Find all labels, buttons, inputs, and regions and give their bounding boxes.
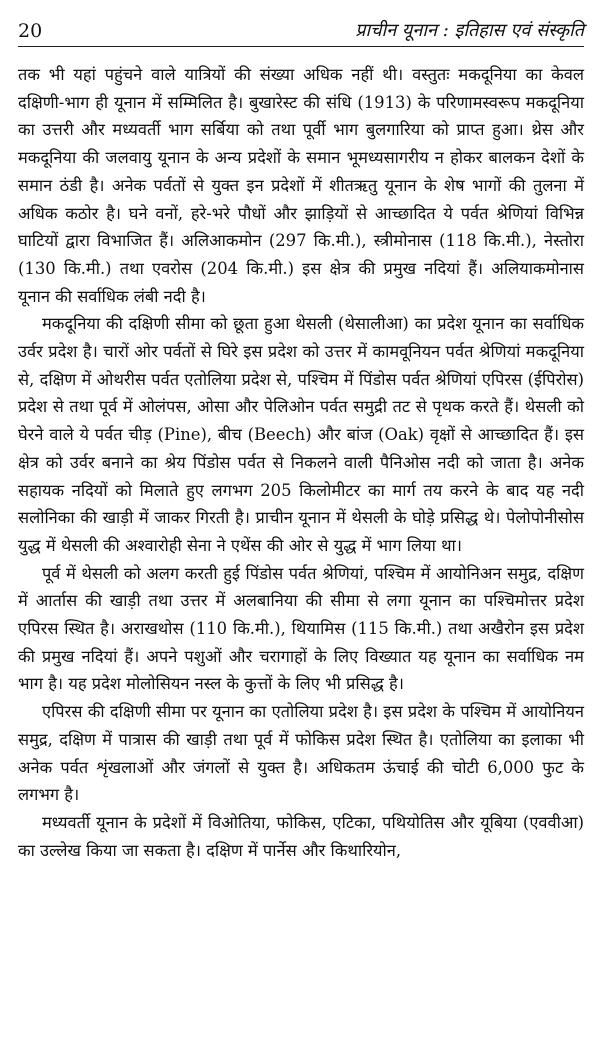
paragraph: मध्यवर्ती यूनान के प्रदेशों में विओतिया, फोकिस, एटिका, पथियोतिस और यूबिया (एववीआ) का उल्लेख किया जा सकता है। दक्षिण में पार्नेस और किथारियोन, (18, 812, 584, 860)
paragraph: तक भी यहां पहुंचने वाले यात्रियों की संख्या अधिक नहीं थी। वस्तुतः मकदूनिया का केवल दक्षिणी-भाग ही यूनान में सम्मिलित है। बुखारेस्ट की संधि (1913) के परिणामस्वरूप मकदूनिया का उत्तरी और मध्यवर्ती भाग सर्बिया को तथा पूर्वी भाग बुलगारिया को प्राप्त हुआ। थ्रेस और मकदूनिया की जलवायु यूनान के अन्य प्रदेशों के समान भूमध्यसागरीय न होकर बालकन देशों के समान ठंडी है। अनेक पर्वतों से युक्त इन प्रदेशों में शीतऋतु यूनान के शेष भागों की तुलना में अधिक कठोर है। घने वनों, हरे-भरे पौधों और झाड़ियों से आच्छादित ये पर्वत श्रेणियां विभिन्न घाटियों द्वारा विभाजित हैं। अलिआकमोन (297 कि.मी.), स्त्रीमोनास (118 कि.मी.), नेस्तोरा (130 कि.मी.) तथा एवरोस (204 कि.मी.) इस क्षेत्र की प्रमुख नदियां हैं। अलियाकमोनास यूनान की सर्वाधिक लंबी नदी है। (18, 65, 584, 306)
paragraph: पूर्व में थेसली को अलग करती हुई पिंडोस पर्वत श्रेणियां, पश्चिम में आयोनिअन समुद्र, दक्षिण में आर्तास की खाड़ी तथा उत्तर में अलबानिया की सीमा से लगा यूनान का पश्चिमोत्तर प्रदेश एपिरस स्थित है। अराखथोस (110 कि.मी.), थियामिस (115 कि.मी.) तथा अखैरोन इस प्रदेश की प्रमुख नदियां हैं। अपने पशुओं और चरागाहों के लिए विख्यात यह यूनान का सर्वाधिक नम भाग है। यह प्रदेश मोलोसियन नस्ल के कुत्तों के लिए भी प्रसिद्ध है। (18, 563, 584, 694)
page-number: 20 (18, 20, 43, 42)
running-title: प्राचीन यूनान : इतिहास एवं संस्कृति (355, 20, 584, 41)
book-page (18, 8, 584, 864)
body-text (18, 61, 584, 864)
paragraph: एपिरस की दक्षिणी सीमा पर यूनान का एतोलिया प्रदेश है। इस प्रदेश के पश्चिम में आयोनियन समुद्र, दक्षिण में पात्रास की खाड़ी तथा पूर्व में फोकिस प्रदेश स्थित है। एतोलिया का इलाका भी अनेक पर्वत शृंखलाओं और जंगलों से युक्त है। अधिकतम ऊंचाई की चोटी 6,000 फुट के लगभग है। (18, 702, 584, 805)
page-header (18, 8, 584, 47)
paragraph: मकदूनिया की दक्षिणी सीमा को छूता हुआ थेसली (थेसालीआ) का प्रदेश यूनान का सर्वाधिक उर्वर प्रदेश है। चारों ओर पर्वतों से घिरे इस प्रदेश को उत्तर में कामवूनियन पर्वत श्रेणियां मकदूनिया से, दक्षिण में ओथरीस पर्वत एतोलिया प्रदेश से, पश्चिम में पिंडोस पर्वत श्रेणियां एपिरस (ईपिरोस) प्रदेश से तथा पूर्व में ओलंपस, ओसा और पेलिओन पर्वत समुद्री तट से पृथक करते हैं। थेसली को घेरने वाले ये पर्वत चीड़ (Pine), बीच (Beech) और बांज (Oak) वृक्षों से आच्छादित हैं। इस क्षेत्र को उर्वर बनाने का श्रेय पिंडोस पर्वत से निकलने वाली पैनिओस नदी को जाता है। अनेक सहायक नदियों को मिलाते हुए लगभग 205 किलोमीटर का मार्ग तय करने के बाद यह नदी सलोनिका की खाड़ी में जाकर गिरती है। प्राचीन यूनान में थेसली के घोड़े प्रसिद्ध थे। पेलोपोनीसोस युद्ध में थेसली की अश्वारोही सेना ने एथेंस की ओर से युद्ध में भाग लिया था। (18, 314, 584, 555)
